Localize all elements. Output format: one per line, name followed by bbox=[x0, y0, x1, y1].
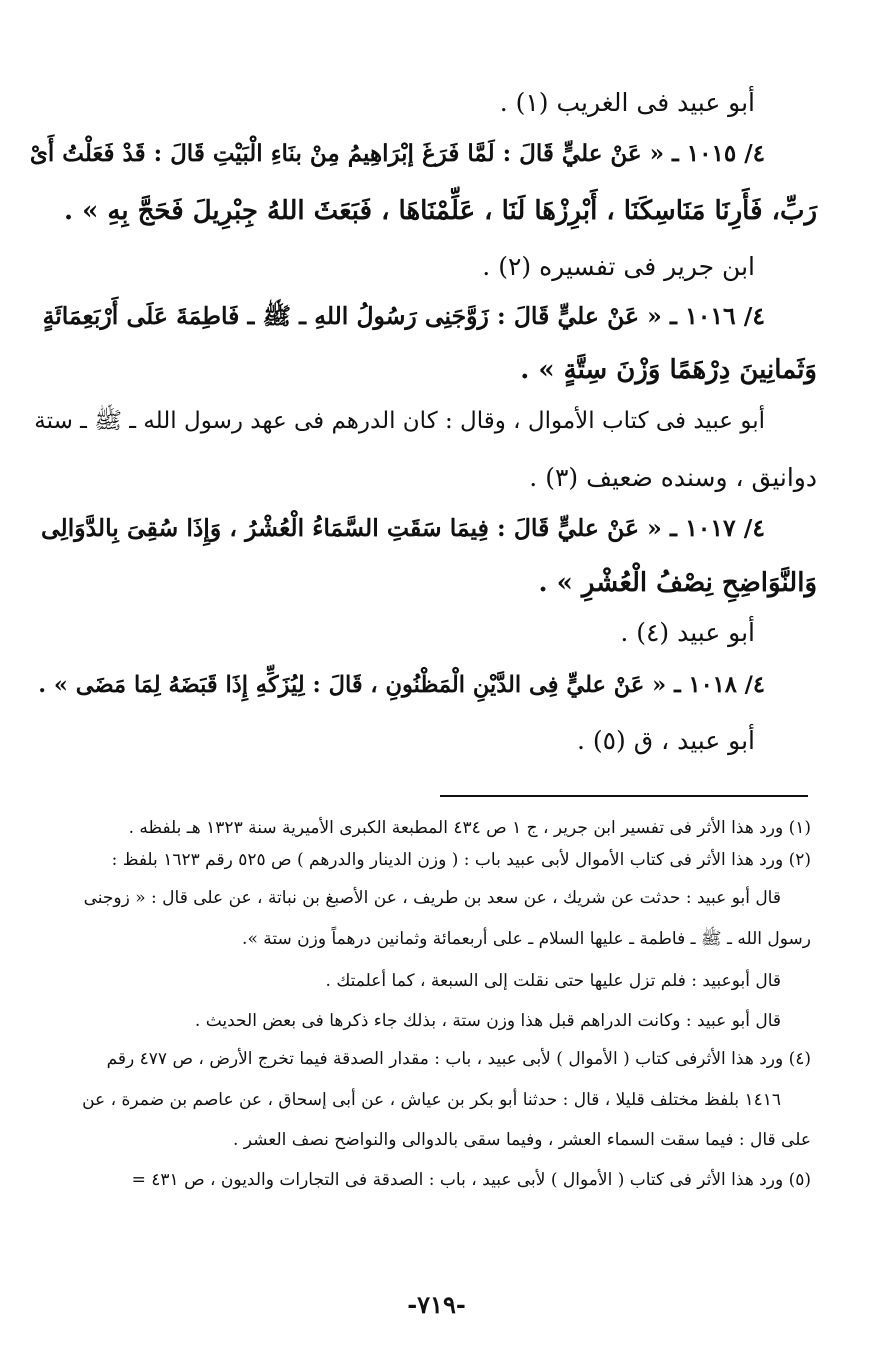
footnote-line: رسول الله ـ ﷺ ـ فاطمة ـ عليها السلام ـ على أربعمائة وثمانين درهماً وزن ستة ». bbox=[242, 929, 811, 949]
attribution-line: أبو عبيد ، ق (٥) . bbox=[576, 726, 755, 755]
footnote-line: ١٤١٦ بلفظ مختلف قليلا ، قال : حدثنا أبو بكر بن عياش ، عن أبى إسحاق ، عن عاصم بن ضمرة ، عن bbox=[82, 1090, 781, 1110]
footnote-divider bbox=[440, 795, 808, 797]
footnote-line: (٥) ورد هذا الأثر فى كتاب ( الأموال ) لأبى عبيد ، باب : الصدقة فى التجارات والديون ، ص ٤٣١ = bbox=[131, 1170, 811, 1190]
footnote-line: قال أبوعبيد : فلم تزل عليها حتى نقلت إلى السبعة ، كما أعلمتك . bbox=[325, 971, 781, 991]
attribution-line: أبو عبيد فى الغريب (١) . bbox=[499, 88, 755, 117]
footnote-line: على قال : فيما سقت السماء العشر ، وفيما سقى بالدوالى والنواضح نصف العشر . bbox=[232, 1130, 811, 1150]
page-number: -٧١٩- bbox=[407, 1290, 466, 1319]
footnote-line: (٢) ورد هذا الأثر فى كتاب الأموال لأبى عبيد باب : ( وزن الدينار والدرهم ) ص ٥٢٥ رقم ١٦٢٣ بلفظ : bbox=[111, 850, 811, 870]
footnote-line: قال أبو عبيد : وكانت الدراهم قبل هذا وزن ستة ، بذلك جاء ذكرها فى بعض الحديث . bbox=[194, 1011, 781, 1031]
footnote-line: (٤) ورد هذا الأثرفى كتاب ( الأموال ) لأبى عبيد ، باب : مقدار الصدقة فيما تخرج الأرض ، ص ٤٧٧ رقم bbox=[106, 1049, 811, 1069]
hadith-line: رَبِّ، فَأَرِنَا مَنَاسِكَنَا ، أَبْرِزْهَا لَنَا ، عَلِّمْنَاهَا ، فَبَعَثَ اللهُ جِبْرِيلَ فَحَجَّ بِهِ » . bbox=[64, 196, 817, 226]
commentary-line: دوانيق ، وسنده ضعيف (٣) . bbox=[529, 463, 817, 492]
hadith-line: ٤/ ١٠١٥ ـ « عَنْ عليٍّ قَالَ : لَمَّا فَرَغَ إبْرَاهِيمُ مِنْ بنَاءِ الْبَيْتِ قَالَ : قَدْ فَعَلْتُ أَىْ bbox=[29, 140, 765, 167]
hadith-line: وَثَمانِينَ دِرْهَمًا وَزْنَ سِتَّةٍ » . bbox=[520, 355, 817, 385]
commentary-line: أبو عبيد فى كتاب الأموال ، وقال : كان الدرهم فى عهد رسول الله ـ ﷺ ـ ستة bbox=[34, 408, 765, 434]
hadith-line: ٤/ ١٠١٦ ـ « عَنْ عليٍّ قَالَ : زَوَّجَنِى رَسُولُ اللهِ ـ ﷺ ـ فَاطِمَةَ عَلَى أَرْبَعِمَائَةٍ bbox=[42, 302, 765, 330]
footnote-line: قال أبو عبيد : حدثت عن شريك ، عن سعد بن طريف ، عن الأصبغ بن نباتة ، عن على قال : « زوجنى bbox=[83, 888, 781, 908]
hadith-line: ٤/ ١٠١٨ ـ « عَنْ عليٍّ فِى الدَّيْنِ الْمَظْنُونِ ، قَالَ : لِيُزَكِّهِ إِذَا قَبَضَهُ لِمَا مَضَى » . bbox=[38, 672, 765, 698]
attribution-line: أبو عبيد (٤) . bbox=[620, 618, 755, 647]
footnote-line: (١) ورد هذا الأثر فى تفسير ابن جرير ، ج ١ ص ٤٣٤ المطبعة الكبرى الأميرية سنة ١٣٢٣ هـ بلفظه . bbox=[128, 818, 811, 838]
hadith-line: ٤/ ١٠١٧ ـ « عَنْ عليٍّ قَالَ : فِيمَا سَقَتِ السَّمَاءُ الْعُشْرُ ، وَإِذَا سُقِىَ بِالدَّوَالِى bbox=[40, 514, 765, 542]
hadith-line: وَالنَّوَاضِحِ نِصْفُ الْعُشْرِ » . bbox=[538, 568, 817, 598]
attribution-line: ابن جرير فى تفسيره (٢) . bbox=[482, 252, 755, 281]
